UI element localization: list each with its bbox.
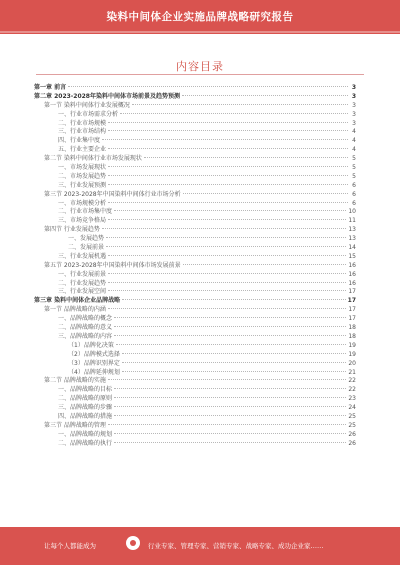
toc-entry-page: 4 — [352, 128, 356, 136]
toc-leader-dots — [132, 104, 348, 105]
toc-leader-dots — [122, 362, 347, 363]
toc-entry-page: 10 — [348, 208, 356, 216]
toc-entry-page: 20 — [348, 359, 356, 367]
toc-entry[interactable] — [34, 191, 356, 200]
toc-entry-label: 三、品牌战略的内容 — [58, 332, 113, 340]
toc-entry[interactable] — [34, 253, 356, 262]
toc-entry-label: 二、行业市场规模 — [58, 119, 107, 127]
toc-entry-page: 17 — [347, 297, 356, 305]
toc-entry-page: 6 — [352, 199, 356, 207]
toc-entry-label: 第二章 2023-2028年染料中间体市场前景及趋势预测 — [34, 92, 180, 100]
toc-entry-label: 第二节 品牌战略的实施 — [44, 377, 106, 385]
toc-entry-label: 一、市场规模分析 — [58, 199, 107, 207]
toc-entry[interactable] — [34, 235, 356, 244]
toc-entry[interactable] — [34, 226, 356, 235]
toc-entry-page: 16 — [348, 279, 356, 287]
toc-entry-label: 二、发展前景 — [68, 244, 105, 252]
toc-leader-dots — [108, 424, 346, 425]
toc-leader-dots — [114, 415, 346, 416]
toc-entry-page: 18 — [348, 332, 356, 340]
toc-leader-dots — [108, 255, 346, 256]
toc-entry-label: 一、品牌战略的概念 — [58, 315, 113, 323]
toc-entry[interactable] — [34, 217, 356, 226]
toc-entry-page: 15 — [348, 252, 356, 260]
toc-entry-page: 24 — [348, 404, 356, 412]
toc-leader-dots — [114, 442, 346, 443]
toc-leader-dots — [102, 228, 346, 229]
toc-entry-label: 第三节 2023-2028年中国染料中间体行业市场分析 — [44, 190, 181, 198]
toc-leader-dots — [116, 344, 347, 345]
toc-entry-label: 四、品牌战略的措施 — [58, 412, 113, 420]
toc-entry-page: 23 — [348, 395, 356, 403]
toc-entry[interactable] — [34, 395, 356, 404]
toc-entry-page: 3 — [352, 101, 356, 109]
toc-entry-page: 3 — [352, 110, 356, 118]
toc-leader-dots — [183, 264, 347, 265]
toc-entry-label: 三、行业发展预测 — [58, 181, 107, 189]
toc-leader-dots — [68, 86, 348, 87]
toc-entry-label: （1）品牌化决策 — [68, 341, 114, 349]
toc-leader-dots — [114, 210, 346, 211]
toc-entry-page: 25 — [348, 421, 356, 429]
toc-entry[interactable] — [34, 93, 356, 102]
toc-entry-label: 二、品牌战略的执行 — [58, 439, 113, 447]
toc-leader-dots — [182, 95, 348, 96]
toc-entry-label: 一、品牌战略的目标 — [58, 386, 113, 394]
table-of-contents — [34, 84, 356, 449]
toc-entry-label: 三、市场竞争格局 — [58, 217, 107, 225]
toc-leader-dots — [108, 273, 346, 274]
toc-entry[interactable] — [34, 297, 356, 306]
toc-entry-page: 17 — [348, 306, 356, 314]
toc-entry-label: 第一章 前言 — [34, 84, 67, 91]
toc-entry-page: 16 — [348, 261, 356, 269]
toc-entry[interactable] — [34, 422, 356, 431]
toc-entry-label: 五、行业主要企业 — [58, 146, 107, 154]
toc-entry-label: （2）品牌模式选择 — [68, 350, 120, 358]
toc-entry[interactable] — [34, 244, 356, 253]
toc-leader-dots — [106, 237, 346, 238]
toc-divider — [36, 74, 364, 75]
toc-leader-dots — [183, 193, 348, 194]
toc-entry[interactable] — [34, 182, 356, 191]
footer-bar — [0, 527, 400, 565]
toc-leader-dots — [114, 326, 346, 327]
toc-entry[interactable] — [34, 173, 356, 182]
toc-entry-page: 22 — [348, 377, 356, 385]
toc-entry-page: 14 — [348, 244, 356, 252]
footer-slogan-left: 让每个人都能成为 — [44, 542, 96, 550]
toc-leader-dots — [114, 397, 346, 398]
toc-entry-page: 25 — [348, 412, 356, 420]
toc-entry[interactable] — [34, 262, 356, 271]
toc-entry-label: （4）品牌延伸规划 — [68, 368, 120, 376]
toc-entry[interactable] — [34, 137, 356, 146]
header-bar — [0, 0, 400, 34]
toc-entry[interactable] — [34, 102, 356, 111]
toc-entry-page: 4 — [352, 137, 356, 145]
toc-entry-label: 第四节 行业发展趋势 — [44, 226, 100, 234]
toc-leader-dots — [108, 175, 348, 176]
toc-leader-dots — [108, 379, 346, 380]
footer-circle-icon — [126, 536, 140, 550]
toc-entry[interactable] — [34, 351, 356, 360]
toc-leader-dots — [108, 282, 346, 283]
toc-entry-label: 三、品牌战略的步骤 — [58, 404, 113, 412]
toc-entry-page: 16 — [348, 270, 356, 278]
toc-leader-dots — [114, 335, 346, 336]
toc-entry-page: 5 — [352, 155, 356, 163]
toc-leader-dots — [106, 246, 346, 247]
toc-entry-label: 三、行业发展空间 — [58, 288, 107, 296]
toc-entry-page: 19 — [348, 341, 356, 349]
toc-entry[interactable] — [34, 164, 356, 173]
toc-leader-dots — [102, 139, 348, 140]
toc-entry-label: 四、行业集中度 — [58, 137, 101, 145]
toc-leader-dots — [108, 148, 348, 149]
toc-entry-page: 13 — [348, 226, 356, 234]
toc-entry-label: 一、市场发展现状 — [58, 164, 107, 172]
toc-entry-label: 一、行业市场需求分析 — [58, 110, 119, 118]
toc-entry-label: 一、发展趋势 — [68, 235, 105, 243]
toc-leader-dots — [108, 122, 348, 123]
toc-entry-page: 17 — [348, 315, 356, 323]
toc-entry-label: 第一节 品牌战略的内涵 — [44, 306, 106, 314]
toc-leader-dots — [114, 317, 346, 318]
toc-leader-dots — [114, 433, 346, 434]
toc-entry-page: 5 — [352, 172, 356, 180]
toc-entry-label: 一、行业发展前景 — [58, 270, 107, 278]
toc-entry-page: 3 — [351, 92, 356, 100]
toc-leader-dots — [108, 290, 346, 291]
toc-entry[interactable] — [34, 315, 356, 324]
toc-leader-dots — [108, 130, 348, 131]
toc-entry-page: 6 — [352, 181, 356, 189]
toc-leader-dots — [108, 219, 346, 220]
toc-entry-page: 22 — [348, 386, 356, 394]
toc-entry-page: 19 — [348, 350, 356, 358]
toc-leader-dots — [108, 308, 346, 309]
toc-entry-page: 17 — [348, 288, 356, 296]
toc-entry[interactable] — [34, 342, 356, 351]
toc-leader-dots — [122, 299, 346, 300]
toc-leader-dots — [114, 406, 346, 407]
toc-leader-dots — [122, 353, 347, 354]
toc-entry-page: 3 — [351, 84, 356, 91]
toc-entry-label: 第五节 2023-2028年中国染料中间体市场发展前景 — [44, 261, 181, 269]
toc-entry[interactable] — [34, 431, 356, 440]
toc-heading: 内容目录 — [176, 60, 224, 73]
toc-leader-dots — [108, 202, 348, 203]
toc-entry[interactable] — [34, 404, 356, 413]
toc-leader-dots — [122, 371, 347, 372]
toc-entry[interactable] — [34, 271, 356, 280]
toc-leader-dots — [120, 113, 348, 114]
toc-entry[interactable] — [34, 84, 356, 93]
toc-entry-page: 3 — [352, 119, 356, 127]
toc-entry-label: 二、品牌战略的原则 — [58, 395, 113, 403]
toc-leader-dots — [114, 388, 346, 389]
toc-entry[interactable] — [34, 360, 356, 369]
document-title: 染料中间体企业实施品牌战略研究报告 — [106, 11, 294, 23]
toc-entry-label: 二、市场发展趋势 — [58, 172, 107, 180]
toc-entry-label: 二、行业市场集中度 — [58, 208, 113, 216]
toc-entry[interactable] — [34, 333, 356, 342]
toc-entry-label: 三、行业发展机遇 — [58, 252, 107, 260]
toc-entry-label: 一、品牌战略的规划 — [58, 430, 113, 438]
toc-entry-label: 三、行业市场结构 — [58, 128, 107, 136]
toc-entry-page: 11 — [348, 217, 356, 225]
toc-entry[interactable] — [34, 128, 356, 137]
toc-entry-label: 二、品牌战略的意义 — [58, 324, 113, 332]
toc-entry[interactable] — [34, 306, 356, 315]
toc-entry[interactable] — [34, 111, 356, 120]
toc-entry[interactable] — [34, 377, 356, 386]
toc-entry[interactable] — [34, 386, 356, 395]
toc-leader-dots — [108, 184, 348, 185]
toc-entry-page: 13 — [348, 235, 356, 243]
toc-entry-label: 二、行业发展趋势 — [58, 279, 107, 287]
toc-entry[interactable] — [34, 440, 356, 449]
toc-entry-page: 26 — [348, 430, 356, 438]
toc-entry[interactable] — [34, 155, 356, 164]
toc-entry-page: 6 — [352, 190, 356, 198]
footer-slogan-right: 行业专家、管理专家、营销专家、战略专家、成功企业家…… — [148, 542, 324, 550]
toc-entry-label: 第二节 染料中间体行业市场发展现状 — [44, 155, 142, 163]
toc-leader-dots — [108, 166, 348, 167]
toc-entry-label: 第三节 品牌战略的管理 — [44, 421, 106, 429]
toc-entry-page: 4 — [352, 146, 356, 154]
toc-entry-label: 第三章 染料中间体企业品牌战略 — [34, 297, 121, 305]
toc-entry-page: 21 — [348, 368, 356, 376]
toc-entry-page: 18 — [348, 324, 356, 332]
toc-entry-page: 26 — [348, 439, 356, 447]
toc-entry[interactable] — [34, 146, 356, 155]
toc-entry-page: 5 — [352, 164, 356, 172]
toc-entry-label: （3）品牌识别界定 — [68, 359, 120, 367]
header-divider — [0, 31, 400, 33]
toc-leader-dots — [144, 157, 348, 158]
toc-entry[interactable] — [34, 413, 356, 422]
toc-entry[interactable] — [34, 324, 356, 333]
toc-entry-label: 第一节 染料中间体行业发展概况 — [44, 101, 130, 109]
